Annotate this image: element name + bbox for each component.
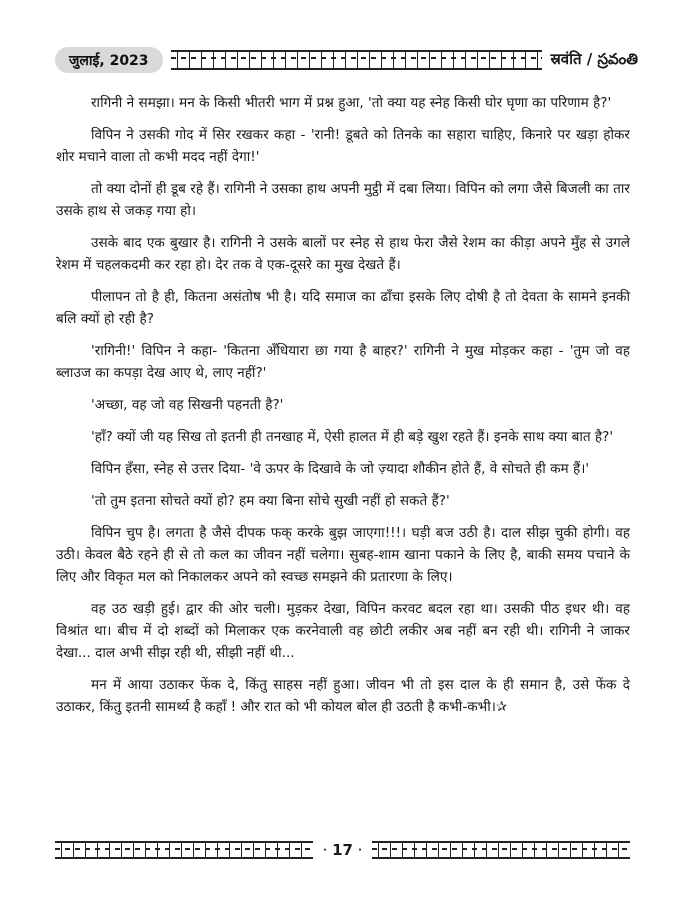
footer-ornament-left <box>55 841 313 859</box>
article-body <box>56 92 630 728</box>
page-number-value: 17 <box>332 841 353 859</box>
paragraph: रागिनी ने समझा। मन के किसी भीतरी भाग में प्रश्न हुआ, 'तो क्या यह स्नेह किसी घोर घृणा का परिणाम है?' <box>91 95 612 111</box>
paragraph: उसके बाद एक बुखार है। रागिनी ने उसके बालों पर स्नेह से हाथ फेरा जैसे रेशम का कीड़ा अपने मुँह से उगले रेशम में चहलकदमी कर रहा हो। देर तक वे एक-दूसरे का मुख देखते हैं। <box>56 235 630 273</box>
footer-ornament-right <box>372 841 630 859</box>
paragraph: वह उठ खड़ी हुई। द्वार की ओर चली। मुड़कर देखा, विपिन करवट बदल रहा था। उसकी पीठ इधर थी। वह विश्रांत था। बीच में दो शब्दों को मिलाकर एक करनेवाली वह छोटी लकीर अब नहीं बन रही थी। रागिनी ने जाकर देखा... दाल अभी सीझ रही थी, सीझी नहीं थी... <box>56 601 630 661</box>
paragraph: तो क्या दोनों ही डूब रहे हैं। रागिनी ने उसका हाथ अपनी मुट्ठी में दबा लिया। विपिन को लगा जैसे बिजली का तार उसके हाथ से जकड़ गया हो। <box>56 181 630 219</box>
header-ornament-border <box>171 50 543 70</box>
paragraph: विपिन ने उसकी गोद में सिर रखकर कहा - 'रानी! डूबते को तिनके का सहारा चाहिए, किनारे पर खड़ा होकर शोर मचाने वाला तो कभी मदद नहीं देगा!' <box>56 127 630 165</box>
paragraph: 'रागिनी!' विपिन ने कहा- 'कितना अँधियारा छा गया है बाहर?' रागिनी ने मुख मोड़कर कहा - 'तुम जो वह ब्लाउज का कपड़ा देख आए थे, लाए नहीं?' <box>56 343 630 381</box>
page-footer <box>55 838 630 862</box>
paragraph: विपिन हँसा, स्नेह से उत्तर दिया- 'वे ऊपर के दिखावे के जो ज़्यादा शौकीन होते हैं, वे सोचते ही कम हैं।' <box>91 461 590 477</box>
page-number <box>313 841 372 859</box>
paragraph: 'हाँ? क्यों जी यह सिख तो इतनी ही तनखाह में, ऐसी हालत में ही बड़े खुश रहते हैं। इनके साथ क्या बात है?' <box>91 429 614 445</box>
paragraph: पीलापन तो है ही, कितना असंतोष भी है। यदि समाज का ढाँचा इसके लिए दोषी है तो देवता के सामने इनकी बलि क्यों हो रही है? <box>56 289 630 327</box>
ornament-dot-icon: · <box>323 845 327 856</box>
paragraph: 'तो तुम इतना सोचते क्यों हो? हम क्या बिना सोचे सुखी नहीं हो सकते हैं?' <box>91 493 450 509</box>
magazine-title: स्रवंति / స్రవంతి <box>550 49 638 68</box>
paragraph: 'अच्छा, वह जो वह सिखनी पहनती है?' <box>91 397 284 413</box>
ornament-dot-icon: · <box>358 845 362 856</box>
issue-date: जुलाई, 2023 <box>55 47 163 73</box>
paragraph: मन में आया उठाकर फेंक दे, किंतु साहस नहीं हुआ। जीवन भी तो इस दाल के ही समान है, उसे फेंक दे उठाकर, किंतु इतनी सामर्थ्य है कहाँ ! और रात को भी कोयल बोल ही उठती है कभी-कभी।✰ <box>56 677 630 715</box>
page-header <box>55 46 638 74</box>
paragraph: विपिन चुप है। लगता है जैसे दीपक फक् करके बुझ जाएगा!!!। घड़ी बज उठी है। दाल सीझ चुकी होगी। वह उठी। केवल बैठे रहने ही से तो कल का जीवन नहीं चलेगा। सुबह-शाम खाना पकाने के लिए है, बाकी समय पचाने के लिए और विकृत मल को निकालकर अपने को स्वच्छ समझने की प्रतारणा के लिए। <box>56 525 630 585</box>
